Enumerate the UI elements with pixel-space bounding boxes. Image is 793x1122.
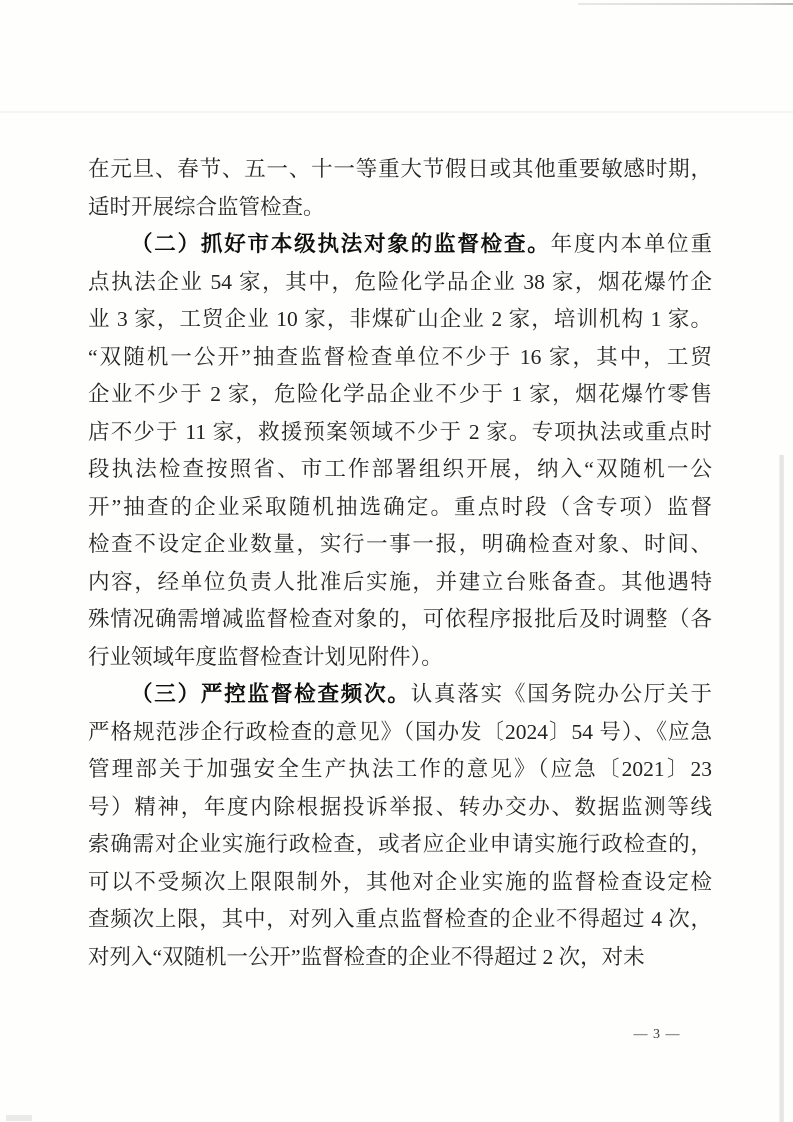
scan-artifact-top-line [578, 3, 793, 5]
text-line: 适时开展综合监管检查。 [88, 194, 325, 219]
text-line: 索确需对企业实施行政检查，或者应企业申请实施行政检查的， [88, 832, 712, 856]
text-line: 查频次上限，其中，对列入重点监督检查的企业不得超过 4 次， [88, 907, 712, 931]
text-line: 管理部关于加强安全生产执法工作的意见》（应急〔2021〕23 [88, 757, 712, 781]
text-line: 行业领域年度监督检查计划见附件）。 [88, 644, 443, 669]
text-line: 内容，经单位负责人批准后实施，并建立台账备查。其他遇特 [88, 569, 712, 594]
text-line: 段执法检查按照省、市工作部署组织开展，纳入“双随机一公 [88, 457, 712, 481]
text-line: 殊情况确需增减监督检查对象的，可依程序报批后及时调整（各 [88, 607, 712, 631]
scan-artifact-corner-smudge [6, 1115, 32, 1121]
text-line: 对列入“双随机一公开”监督检查的企业不得超过 2 次，对未 [88, 944, 645, 969]
text-line: 号）精神，年度内除根据投诉举报、转办交办、数据监测等线 [88, 794, 712, 819]
text-line: 可以不受频次上限限制外，其他对企业实施的监督检查设定检 [88, 869, 712, 894]
text-line: “双随机一公开”抽查监督检查单位不少于 16 家，其中，工贸 [88, 344, 712, 369]
text-line: 业 3 家，工贸企业 10 家，非煤矿山企业 2 家，培训机构 1 家。 [88, 307, 712, 331]
text-line: 企业不少于 2 家，危险化学品企业不少于 1 家，烟花爆竹零售 [88, 382, 712, 406]
text-line: 在元旦、春节、五一、十一等重大节假日或其他重要敏感时期， [88, 157, 712, 181]
text-line: 开”抽查的企业采取随机抽选确定。重点时段（含专项）监督 [88, 494, 712, 519]
text-line: 检查不设定企业数量，实行一事一报，明确检查对象、时间、 [88, 532, 712, 556]
text-line: 点执法企业 54 家，其中，危险化学品企业 38 家，烟花爆竹企 [88, 269, 712, 294]
scan-artifact-right-edge [779, 455, 784, 1122]
text-line: 严格规范涉企行政检查的意见》（国办发〔2024〕54 号）、《应急 [88, 719, 712, 744]
section-3-heading: （三）严控监督检查频次。 [131, 682, 411, 706]
section-heading-line-3: （三）严控监督检查频次。认真落实《国务院办公厅关于 [131, 682, 712, 706]
scan-artifact-streak [0, 111, 793, 113]
document-body [88, 151, 712, 976]
text-line: 店不少于 11 家，救援预案领域不少于 2 家。专项执法或重点时 [88, 419, 712, 444]
section-2-heading: （二）抓好市本级执法对象的监督检查。 [131, 232, 551, 256]
page-number: — 3 — [633, 1027, 681, 1042]
section-heading-line-2: （二）抓好市本级执法对象的监督检查。年度内本单位重 [131, 232, 712, 256]
